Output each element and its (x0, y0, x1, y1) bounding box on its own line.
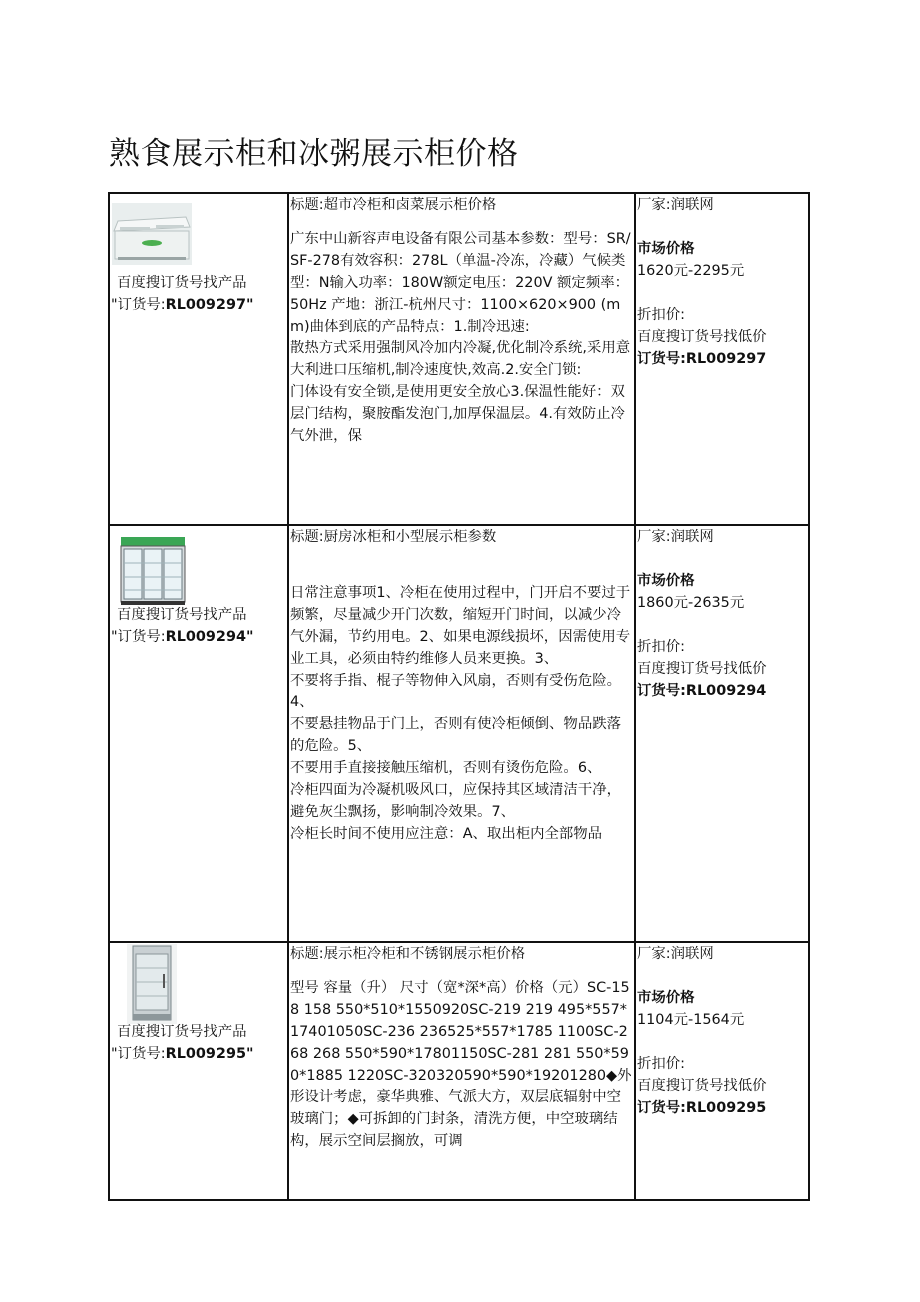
discount-text: 百度搜订货号找低价 (637, 1077, 767, 1094)
order-label: "订货号: (111, 1046, 166, 1062)
image-caption: 百度搜订货号找产品 (117, 275, 247, 291)
discount-label: 折扣价: (637, 1055, 686, 1072)
product-detail-cell (288, 525, 635, 942)
product-image-cell (109, 525, 288, 942)
discount-text: 百度搜订货号找低价 (637, 328, 767, 345)
product-price-cell (635, 193, 809, 525)
market-price-label: 市场价格 (637, 572, 695, 589)
discount-label: 折扣价: (637, 306, 686, 323)
image-caption: 百度搜订货号找产品 (117, 607, 247, 623)
table-row (109, 525, 809, 942)
product-heading: 标题:厨房冰柜和小型展示柜参数 (290, 529, 497, 545)
market-price-label: 市场价格 (637, 240, 695, 257)
product-detail-cell (288, 193, 635, 525)
product-description: 日常注意事项1、冷柜在使用过程中，门开启不要过于频繁，尽量减少开门次数，缩短开门时间，以减少冷气外漏，节约用电。2、如果电源线损坏，因需使用专业工具，必须由特约维修人员来更换。3、 不要将手指、棍子等物伸入风扇，否则有受伤危险。4、 不要悬挂物品于门上，否则有使冷柜倾倒、物品跌落的危险。5、 不要用手直接接触压缩机，否则有烫伤危险。6、 冷柜四面为冷凝机吸风口，应保持其区域清洁干净，避免灰尘飘扬，影响制冷效果。7、 冷柜长时间不使用应注意：A、取出柜内全部物品 (290, 584, 631, 842)
image-caption: 百度搜订货号找产品 (117, 1024, 247, 1040)
product-description: 型号 容量（升） 尺寸（宽*深*高）价格（元）SC-158 158 550*510*1550920SC-219 219 495*557*17401050SC-236 236525*557*1785 1100SC-268 268 550*590*17801150SC-281 281 550*590*1885 1220SC-320320590*590*19201280◆外形设计考虑，豪华典雅、气派大方，双层底辐射中空玻璃门；◆可拆卸的门封条，清洗方便，中空玻璃结构，展示空间层搁放，可调 (290, 979, 632, 1150)
product-heading: 标题:展示柜冷柜和不锈钢展示柜价格 (290, 946, 526, 962)
product-heading: 标题:超市冷柜和卤菜展示柜价格 (290, 197, 497, 213)
order-label: "订货号: (111, 297, 166, 313)
product-description: 广东中山新容声电设备有限公司基本参数：型号：SR/SF-278有效容积：278L（单温-冷冻，冷藏）气候类型：N输入功率：180W额定电压：220V 额定频率：50Hz 产地：浙江-杭州尺寸：1100×620×900 (mm)曲体到底的产品特点：1.制冷迅速: 散热方式采用强制风冷加内冷凝,优化制冷系统,采用意大利进口压缩机,制冷速度快,效高.2.安全门锁: 门体设有安全锁,是使用更安全放心3.保温性能好：双层门结构，聚胺酯发泡门,加厚保温层。4.有效防止冷气外泄，保 (290, 230, 631, 445)
discount-text: 百度搜订货号找低价 (637, 660, 767, 677)
discount-label: 折扣价: (637, 638, 686, 655)
manufacturer: 厂家:润联网 (637, 529, 714, 545)
product-price-cell (635, 942, 809, 1200)
order-code: RL009294" (165, 629, 254, 645)
manufacturer: 厂家:润联网 (637, 946, 714, 962)
market-price: 1620元-2295元 (637, 262, 745, 279)
stainless-display-cabinet-image (127, 944, 177, 1024)
order-code: RL009295" (165, 1046, 254, 1062)
page-title: 熟食展示柜和冰粥展示柜价格 (109, 136, 519, 172)
order-code: 订货号:RL009294 (637, 682, 767, 699)
product-price-cell (635, 525, 809, 942)
market-price: 1104元-1564元 (637, 1011, 745, 1028)
order-code: 订货号:RL009297 (637, 350, 767, 367)
table-row (109, 193, 809, 525)
upright-display-fridge-image (117, 535, 189, 607)
order-label: "订货号: (111, 629, 166, 645)
product-detail-cell (288, 942, 635, 1200)
order-code: RL009297" (165, 297, 254, 313)
product-table (108, 192, 810, 1201)
table-row (109, 942, 809, 1200)
order-code: 订货号:RL009295 (637, 1099, 767, 1116)
product-image-cell (109, 193, 288, 525)
market-price-label: 市场价格 (637, 989, 695, 1006)
market-price: 1860元-2635元 (637, 594, 745, 611)
product-image-cell (109, 942, 288, 1200)
manufacturer: 厂家:润联网 (637, 197, 714, 213)
chest-freezer-image (112, 203, 192, 265)
